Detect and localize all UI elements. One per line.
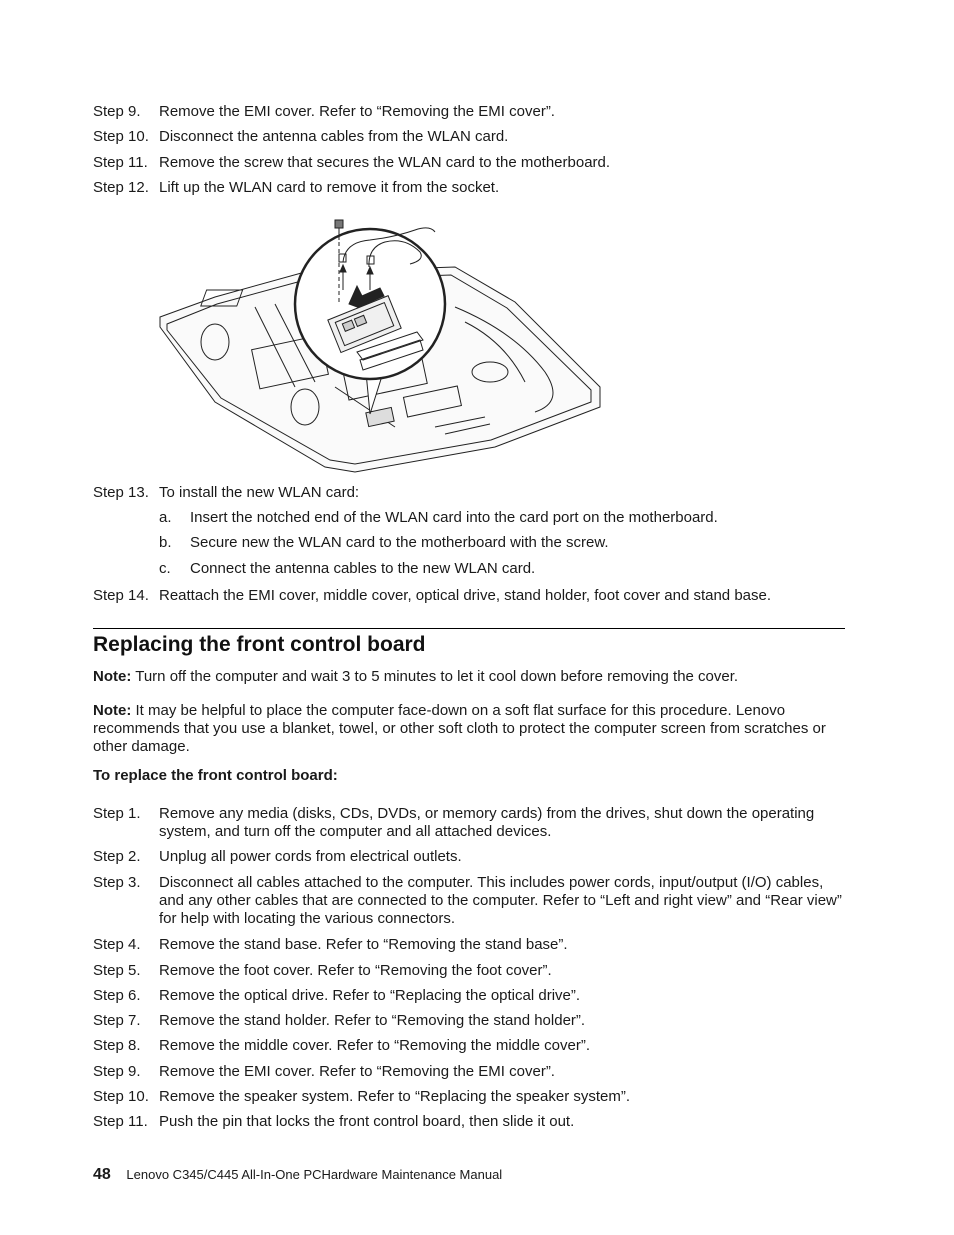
step-text: Remove the stand base. Refer to “Removing the stand base”. [159, 936, 568, 953]
note-text: It may be helpful to place the computer face-down on a soft flat surface for this procedure. Lenovo recommends that you use a blanket, towel, or other soft cloth to protect the computer screen from scratches or other damage. [93, 702, 826, 755]
step-label: Step 1. [93, 805, 141, 822]
page-number: 48 [93, 1166, 111, 1183]
step-text: Lift up the WLAN card to remove it from the socket. [159, 179, 500, 196]
step-text: Remove the EMI cover. Refer to “Removing the EMI cover”. [159, 103, 555, 120]
manual-title: Lenovo C345/C445 All-In-One PCHardware Maintenance Manual [126, 1167, 503, 1182]
substep-text: Connect the antenna cables to the new WLAN card. [190, 560, 536, 577]
substep-text: Insert the notched end of the WLAN card into the card port on the motherboard. [190, 509, 718, 526]
procedure-subheading: To replace the front control board: [93, 767, 338, 784]
note-label: Note: [93, 702, 132, 719]
step-text: Remove the screw that secures the WLAN card to the motherboard. [159, 154, 611, 171]
step-label: Step 4. [93, 936, 141, 953]
page-footer [93, 1166, 502, 1184]
step-label: Step 5. [93, 962, 141, 979]
step-text: Remove the EMI cover. Refer to “Removing the EMI cover”. [159, 1063, 555, 1080]
step-label: Step 9. [93, 103, 141, 120]
step-text: Push the pin that locks the front control board, then slide it out. [159, 1113, 575, 1130]
step-label: Step 8. [93, 1037, 141, 1054]
step-text: Remove the stand holder. Refer to “Removing the stand holder”. [159, 1012, 586, 1029]
substep-letter: c. [159, 560, 171, 577]
step-label: Step 11. [93, 154, 148, 171]
note-text: Turn off the computer and wait 3 to 5 minutes to let it cool down before removing the cover. [135, 668, 739, 685]
step-text: Unplug all power cords from electrical outlets. [159, 848, 462, 865]
step-label: Step 11. [93, 1113, 148, 1130]
note-cool-down [93, 668, 848, 686]
substep-text: Secure new the WLAN card to the motherboard with the screw. [190, 534, 609, 551]
substep-letter: b. [159, 534, 172, 551]
step-label: Step 12. [93, 179, 149, 196]
step-text: Disconnect the antenna cables from the WLAN card. [159, 128, 509, 145]
step-label: Step 14. [93, 587, 149, 604]
step-label: Step 7. [93, 1012, 141, 1029]
step-text: Remove the middle cover. Refer to “Removing the middle cover”. [159, 1037, 591, 1054]
step-text: To install the new WLAN card: [159, 484, 360, 501]
step-label: Step 9. [93, 1063, 141, 1080]
step-text: Remove the optical drive. Refer to “Replacing the optical drive”. [159, 987, 581, 1004]
substep-letter: a. [159, 509, 172, 526]
section-divider [93, 628, 845, 629]
step-label: Step 10. [93, 1088, 149, 1105]
step-label: Step 2. [93, 848, 141, 865]
step-text: Remove the speaker system. Refer to “Replacing the speaker system”. [159, 1088, 631, 1105]
step-text: Disconnect all cables attached to the computer. This includes power cords, input/output (I/O) cables, and any other cables that are connected to the computer. Refer to “Left and right view” and “Rear view” for help with locating the various connectors. [159, 874, 842, 927]
step-text: Remove any media (disks, CDs, DVDs, or memory cards) from the drives, shut down the operating system, and turn off the computer and all attached devices. [159, 805, 815, 840]
step-label: Step 3. [93, 874, 141, 891]
step-label: Step 10. [93, 128, 149, 145]
step-text: Reattach the EMI cover, middle cover, optical drive, stand holder, foot cover and stand base. [159, 587, 772, 604]
wlan-card-removal-illustration [155, 212, 605, 474]
section-title: Replacing the front control board [93, 633, 426, 656]
step-label: Step 6. [93, 987, 141, 1004]
note-face-down [93, 702, 848, 756]
step-label: Step 13. [93, 484, 149, 501]
step-text: Remove the foot cover. Refer to “Removing the foot cover”. [159, 962, 552, 979]
note-label: Note: [93, 668, 132, 685]
